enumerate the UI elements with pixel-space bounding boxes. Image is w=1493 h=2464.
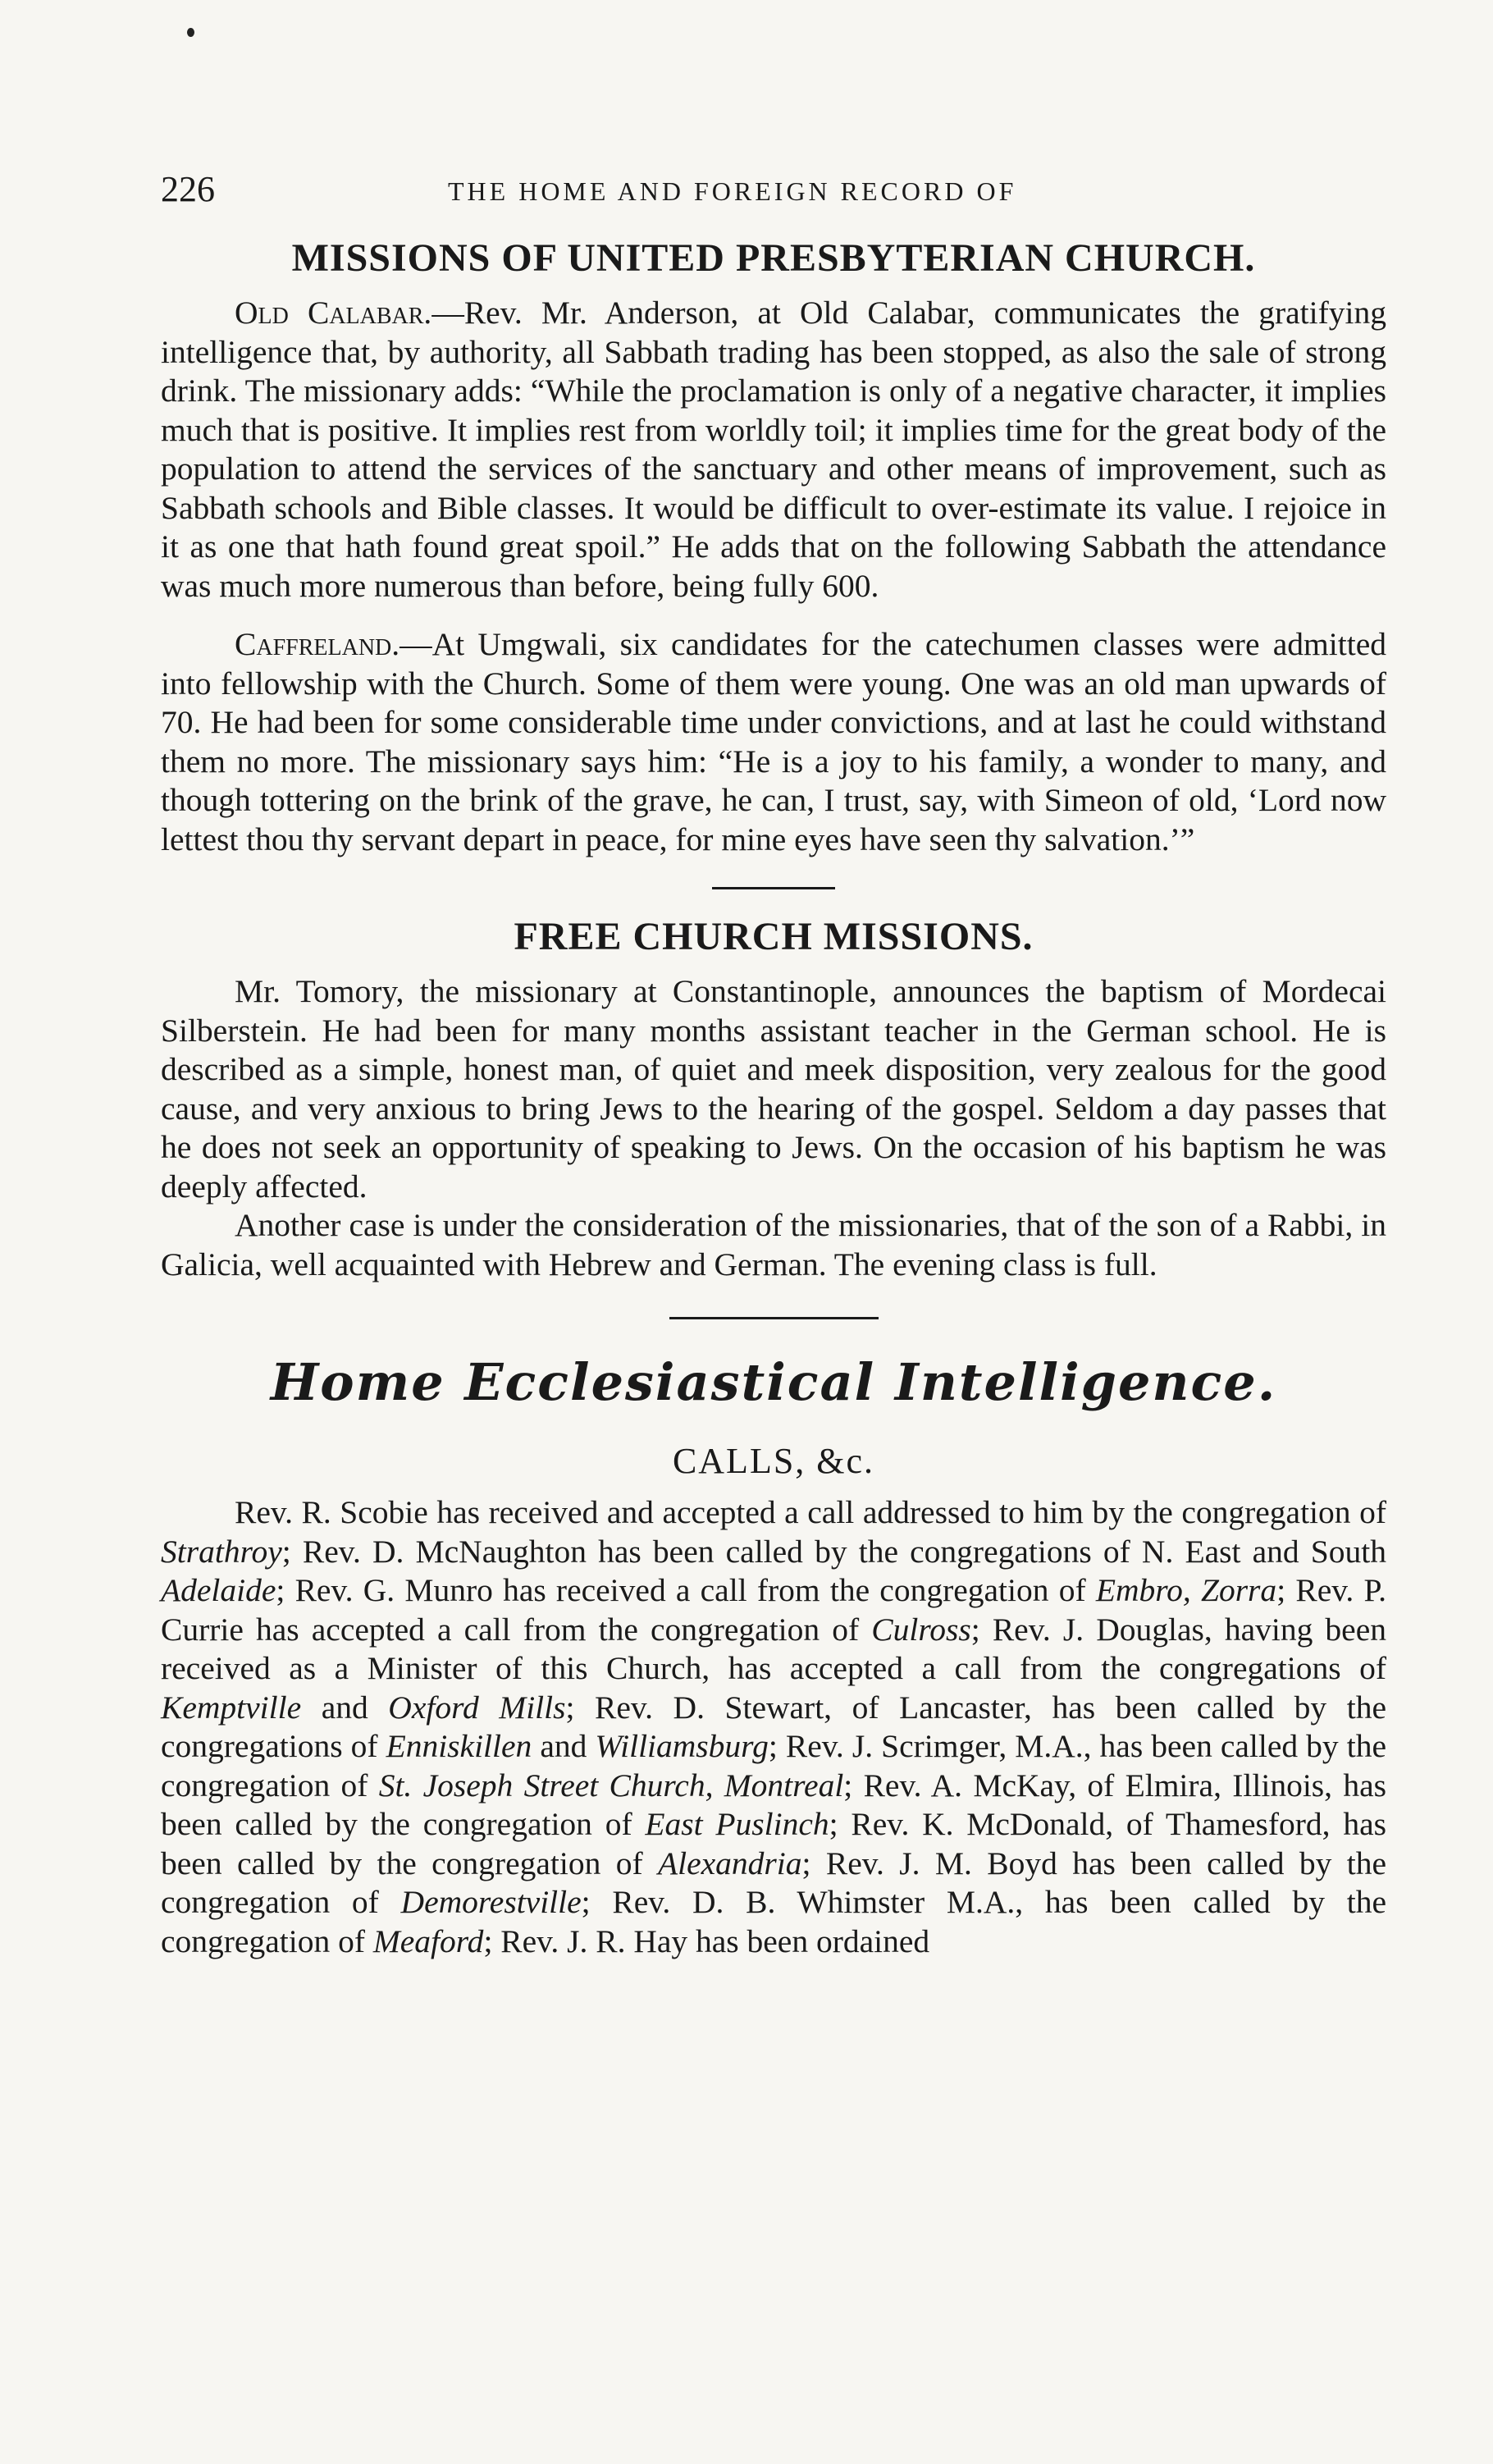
page-number: 226 <box>161 169 215 209</box>
paragraph-caffreland <box>161 625 1386 859</box>
running-head <box>161 168 1386 217</box>
calls-text: and <box>301 1689 389 1726</box>
calls-text: ; Rev. D. Stewart, of Lancaster, has been called by the congregations of <box>161 1689 1386 1764</box>
running-title: THE HOME AND FOREIGN RECORD OF <box>448 176 1017 206</box>
calls-text: ; Rev. J. Scrimger, M.A., has been called by the congregation of <box>161 1728 1386 1803</box>
paragraph-head-old-calabar: Old Calabar. <box>235 295 432 331</box>
calls-text: ; Rev. J. Douglas, having been received as a Minister of this Church, has accepted a call from the congregations of <box>161 1611 1386 1686</box>
place-name: Williamsburg <box>595 1728 769 1764</box>
place-name: Strathroy <box>161 1533 282 1570</box>
place-name: East Puslinch <box>645 1806 829 1842</box>
section-title-united-presbyterian: MISSIONS OF UNITED PRESBYTERIAN CHURCH. <box>291 236 1256 280</box>
calls-text: ; Rev. D. B. Whimster M.A., has been called by the congregation of <box>161 1884 1386 1959</box>
section-divider-long <box>669 1317 879 1319</box>
paragraph-free-church-1: Mr. Tomory, the missionary at Constantinople, announces the baptism of Mordecai Silberstein. He had been for many months assistant teacher in the German school. He is described as a simple, honest man, of quiet and meek disposition, very zealous for the good cause, and very anxious to bring Jews to the hearing of the gospel. Seldom a day passes that he does not seek an opportunity of speaking to Jews. On the occasion of his baptism he was deeply affected. <box>161 973 1386 1205</box>
paragraph-calls <box>161 1493 1386 1961</box>
page <box>161 168 1386 1981</box>
calls-text: ; Rev. G. Munro has received a call from the congregation of <box>276 1572 1096 1608</box>
place-name: Embro, Zorra <box>1095 1572 1277 1608</box>
calls-text: ; Rev. J. R. Hay has been ordained <box>483 1922 930 1959</box>
calls-text: ; Rev. P. Currie has accepted a call from the congregation of <box>161 1572 1386 1648</box>
place-name: St. Joseph Street Church, Montreal <box>378 1767 844 1803</box>
calls-text: and <box>532 1728 596 1764</box>
subsection-title-calls: CALLS, &c. <box>672 1441 875 1481</box>
calls-text: ; Rev. J. M. Boyd has been called by the congregation of <box>161 1845 1386 1920</box>
paragraph-free-church-2: Another case is under the consideration of the missionaries, that of the son of a Rabbi, in Galicia, well acquainted with Hebrew and German. The evening class is full. <box>161 1207 1386 1282</box>
place-name: Meaford <box>372 1922 484 1959</box>
paragraph-text-caffreland: —At Umgwali, six candidates for the catechumen classes were admitted into fellowship with the Church. Some of them were young. One was an old man upwards of 70. He had been for some considerable time under convictions, and at last he could withstand them no more. The missionary says him: “He is a joy to his family, a wonder to many, and though tottering on the brink of the grave, he can, I trust, say, with Simeon of old, ‘Lord now lettest thou thy servant depart in peace, for mine eyes have seen thy salvation.’” <box>161 626 1386 857</box>
place-name: Demorestville <box>400 1884 582 1920</box>
calls-text: ; Rev. A. McKay, of Elmira, Illinois, has been called by the congregation of <box>161 1767 1386 1842</box>
paragraph-head-caffreland: Caffreland. <box>235 626 400 662</box>
place-name: Culross <box>871 1611 971 1648</box>
ink-speck <box>187 28 194 37</box>
place-name: Kemptville <box>161 1689 302 1726</box>
place-name: Oxford Mills <box>388 1689 566 1726</box>
place-name: Adelaide <box>161 1572 276 1608</box>
section-title-free-church: FREE CHURCH MISSIONS. <box>514 915 1034 958</box>
paragraph-text-old-calabar: —Rev. Mr. Anderson, at Old Calabar, communicates the gratifying intelligence that, by authority, all Sabbath trading has been stopped, as also the sale of strong drink. The missionary adds: “While the proclamation is only of a negative character, it implies much that is positive. It implies rest from worldly toil; it implies time for the great body of the population to attend the services of the sanctuary and other means of improvement, such as Sabbath schools and Bible classes. It would be difficult to over-estimate its value. I rejoice in it as one that hath found great spoil.” He adds that on the following Sabbath the attendance was much more numerous than before, being fully 600. <box>161 295 1386 604</box>
section-divider <box>712 887 835 889</box>
calls-text: Rev. R. Scobie has received and accepted a call addressed to him by the congregation of <box>235 1494 1386 1530</box>
place-name: Alexandria <box>658 1845 802 1881</box>
paragraph-old-calabar <box>161 294 1386 606</box>
section-title-home-intelligence: Home Ecclesiastical Intelligence. <box>270 1352 1277 1412</box>
calls-text: ; Rev. K. McDonald, of Thamesford, has been called by the congregation of <box>161 1806 1386 1881</box>
calls-text: ; Rev. D. McNaughton has been called by the congregations of N. East and South <box>281 1533 1386 1570</box>
place-name: Enniskillen <box>386 1728 532 1764</box>
